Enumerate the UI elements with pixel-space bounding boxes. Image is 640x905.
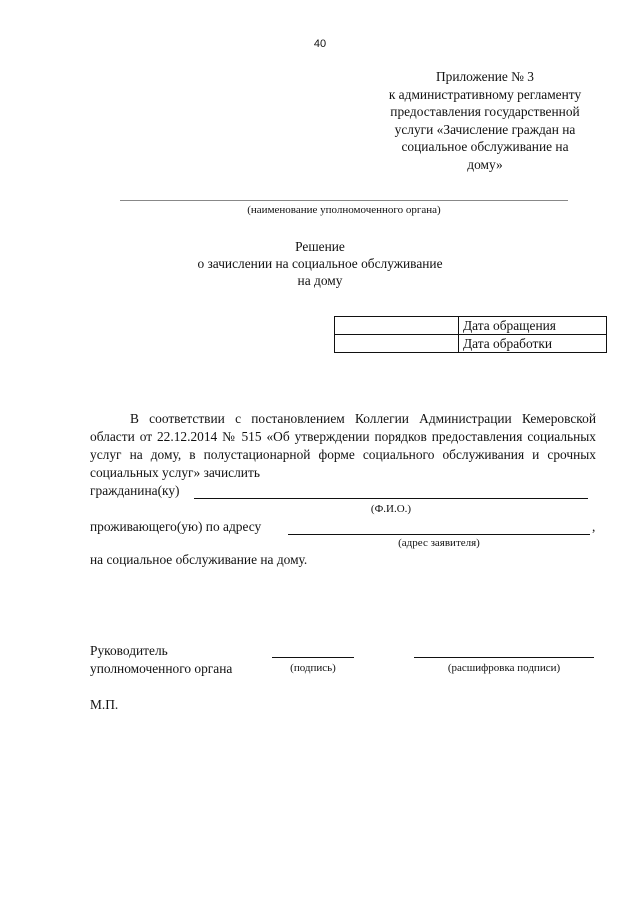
signature-caption: (подпись): [290, 662, 336, 674]
citizen-name-line: [194, 484, 588, 499]
processing-date-label: Дата обработки: [459, 335, 607, 353]
address-line: [288, 520, 590, 535]
table-row: [335, 335, 607, 353]
title-line: на дому: [297, 273, 343, 288]
signature-decode-line: [414, 643, 594, 658]
processing-date-cell: [335, 335, 459, 353]
final-line: на социальное обслуживание на дому.: [90, 552, 308, 567]
title-line: о зачислении на социальное обслуживание: [197, 256, 443, 271]
appendix-line: услуги «Зачисление граждан на: [394, 121, 576, 137]
table-row: [335, 317, 607, 335]
request-date-cell: [335, 317, 459, 335]
appendix-line: предоставления государственной: [390, 104, 580, 119]
signature-line: [272, 643, 354, 658]
title-line: Решение: [295, 239, 345, 254]
fio-caption: (Ф.И.О.): [370, 503, 412, 515]
appendix-line: дому»: [467, 156, 503, 172]
organ-name-caption: (наименование уполномоченного органа): [247, 204, 441, 216]
citizen-label: гражданина(ку): [90, 483, 180, 498]
document-title: [0, 238, 640, 289]
appendix-line: социальное обслуживание на: [401, 139, 569, 154]
organ-name-line: [120, 200, 568, 201]
address-comma: ,: [592, 519, 596, 534]
address-caption: (адрес заявителя): [398, 537, 480, 549]
stamp-place: М.П.: [90, 697, 119, 712]
address-label: проживающего(ую) по адресу: [90, 519, 262, 534]
head-title-line2: уполномоченного органа: [90, 661, 233, 676]
page-number: 40: [313, 38, 327, 50]
appendix-line: к административному регламенту: [388, 86, 582, 102]
head-title-line1: Руководитель: [90, 643, 168, 658]
appendix-header: [350, 68, 620, 173]
decision-paragraph: В соответствии с постановлением Коллегии Администрации Кемеровской области от 22.12.2014 № 515 «Об утверждении порядков предоставления социальных услуг на дому, в полустационарной форме социального обслуживания и срочных социальных услуг» зачислить: [90, 411, 596, 480]
signature-decode-caption: (расшифровка подписи): [447, 662, 561, 674]
appendix-line: Приложение № 3: [435, 69, 535, 84]
request-date-label: Дата обращения: [459, 317, 607, 335]
dates-table: [334, 316, 607, 353]
